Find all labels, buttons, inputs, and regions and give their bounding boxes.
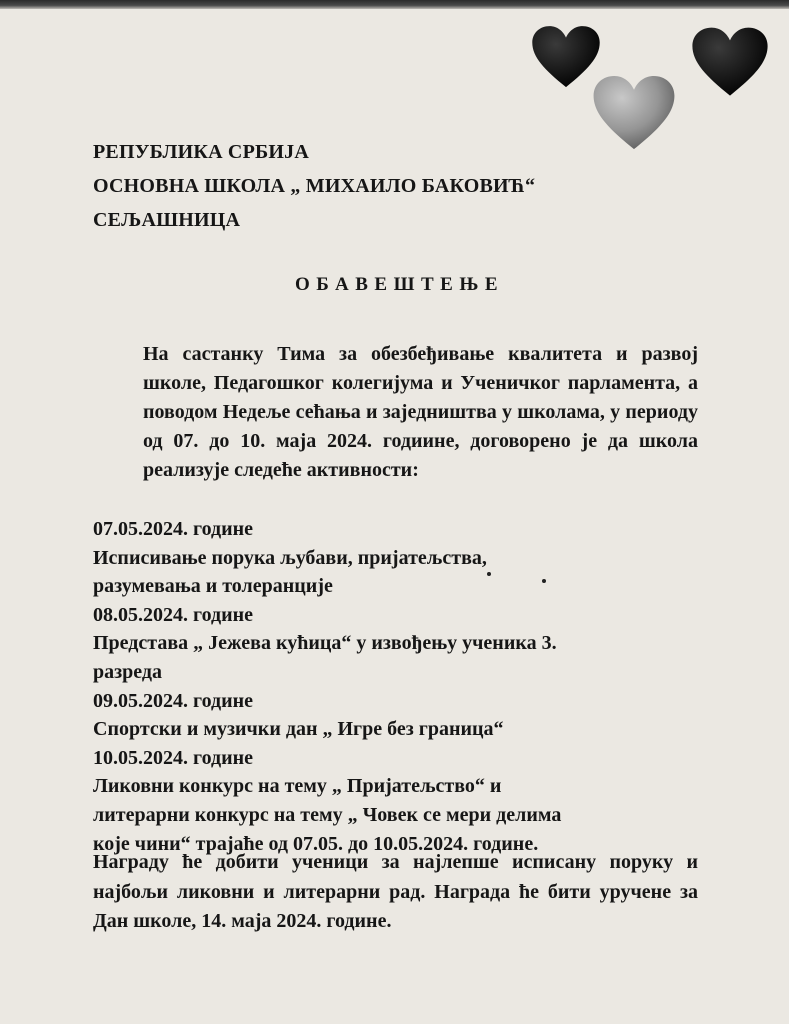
schedule-activity-line: литерарни конкурс на тему „ Човек се мери делима [93, 803, 562, 826]
notice-title: ОБАВЕШТЕЊЕ [294, 274, 505, 295]
grey-heart-icon [591, 72, 677, 154]
black-heart-right-icon [690, 24, 770, 100]
intro-text: На састанку Тима за обезбеђивање квалитета и развој школе, Педагошког колегијума и Ученичког парламента, а поводом Недеље сећања и заједништва у школама, у периоду од 07. до 10. маја 2024. годиине, договорено је да школа реализује следеће активности: [143, 343, 698, 481]
schedule-activity-line: Исписивање порука љубави, пријатељства, [93, 546, 487, 569]
intro-paragraph [143, 340, 698, 485]
schedule-activity-line: разумевања и толеранције [93, 575, 333, 598]
stray-dot [487, 572, 491, 576]
schedule-list [93, 515, 703, 858]
stray-dot [542, 579, 546, 583]
schedule-activity-line: Спортски и музички дан „ Игре без граница“ [93, 718, 504, 741]
schedule-date: 08.05.2024. године [93, 603, 254, 626]
schedule-date: 07.05.2024. године [93, 518, 254, 540]
schedule-activity-line: Представа „ Јежева кућица“ у извођењу ученика 3. [93, 632, 557, 655]
school-header [93, 135, 535, 237]
header-line-school: ОСНОВНА ШКОЛА „ МИХАИЛО БАКОВИЋ“ [93, 175, 536, 197]
closing-paragraph: Награду ће добити ученици за најлепше исписану поруку и најбољи ликовни и литерарни рад. Награда ће бити уручене за Дан школе, 14. маја 2024. године. [93, 851, 698, 932]
header-line-country: РЕПУБЛИКА СРБИЈА [93, 141, 310, 163]
top-border [0, 0, 789, 9]
header-line-place: СЕЉАШНИЦА [93, 209, 241, 231]
schedule-date: 09.05.2024. године [93, 689, 254, 712]
schedule-activity-line: које чини“ трајаће од 07.05. до 10.05.2024. године. [93, 832, 539, 855]
schedule-date: 10.05.2024. године [93, 746, 254, 769]
schedule-activity-line: разреда [93, 660, 163, 683]
schedule-activity-line: Ликовни конкурс на тему „ Пријатељство“ и [93, 775, 502, 798]
